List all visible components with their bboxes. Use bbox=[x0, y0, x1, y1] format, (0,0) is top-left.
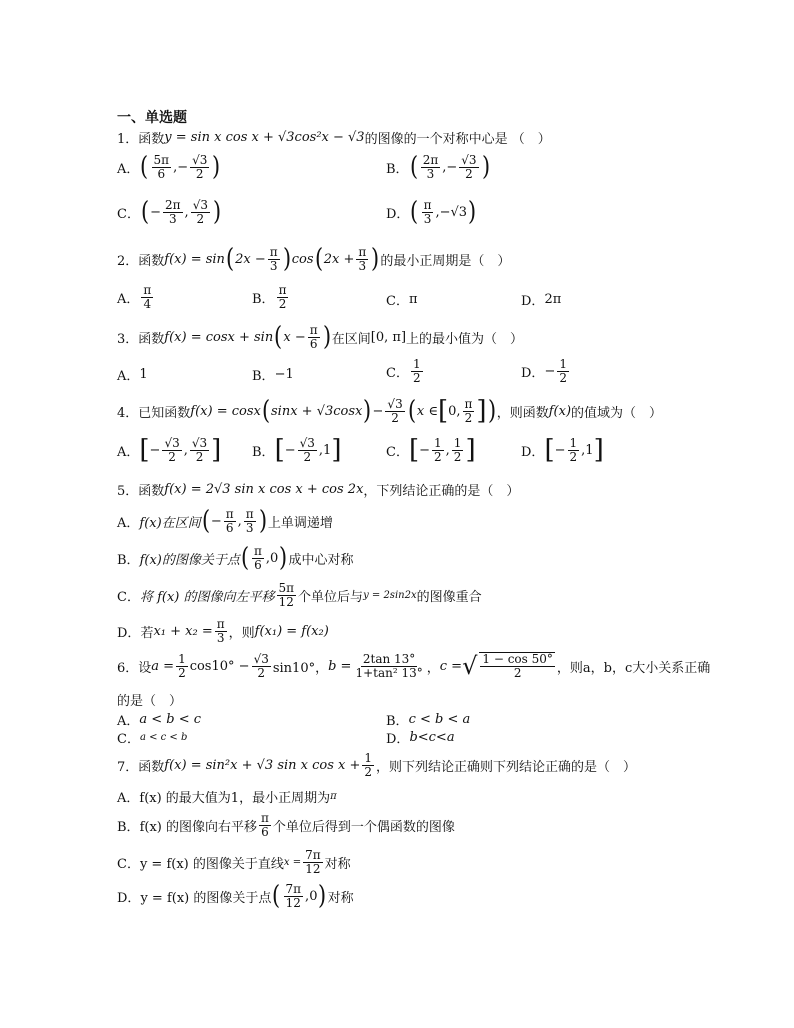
minus-sign: − bbox=[284, 442, 296, 458]
numerator: π bbox=[225, 507, 234, 521]
option-label: C． bbox=[386, 444, 409, 460]
numerator: π bbox=[260, 811, 269, 825]
numerator: 5π bbox=[278, 581, 295, 595]
denominator: 2 bbox=[513, 666, 522, 680]
q2-option-b[interactable] bbox=[252, 284, 290, 310]
option-text: 对称 bbox=[327, 890, 354, 906]
fraction bbox=[215, 618, 227, 644]
value: π bbox=[330, 791, 337, 802]
option-label: D． bbox=[117, 890, 141, 906]
fraction bbox=[252, 653, 271, 679]
section-title: 一、单选题 bbox=[117, 110, 187, 126]
paren-close: ) bbox=[363, 396, 372, 427]
denominator: 12 bbox=[285, 895, 301, 910]
value: c < b < a bbox=[408, 712, 471, 727]
q3-option-a[interactable] bbox=[117, 365, 148, 384]
fraction bbox=[298, 437, 317, 463]
option-label: B． bbox=[117, 819, 140, 835]
denominator: 12 bbox=[305, 861, 321, 876]
numerator: π bbox=[464, 397, 473, 411]
fraction bbox=[459, 154, 478, 180]
denominator: 2 bbox=[195, 166, 204, 181]
q5-option-a[interactable] bbox=[117, 506, 333, 537]
q3-option-c[interactable] bbox=[386, 358, 425, 384]
q2-prefix: 2．函数 bbox=[117, 253, 165, 269]
paren-close: ) bbox=[282, 244, 291, 275]
q2-formula-part: 2x + bbox=[323, 251, 355, 267]
option-formula: x₁ + x₂ = bbox=[153, 623, 213, 639]
denominator: 2 bbox=[195, 449, 204, 464]
denominator: 3 bbox=[358, 258, 367, 273]
option-text: y = f(x) 的图像关于点 bbox=[140, 890, 272, 906]
fraction bbox=[190, 437, 209, 463]
fraction bbox=[411, 358, 423, 384]
question-1-stem bbox=[117, 128, 551, 147]
fraction bbox=[224, 508, 236, 534]
comma: , bbox=[183, 442, 188, 458]
fraction bbox=[163, 199, 183, 225]
paren-close: ) bbox=[279, 543, 288, 574]
q7-formula: f(x) = sin²x + √3 sin x cos x + bbox=[164, 757, 361, 773]
value: a < b < c bbox=[139, 712, 202, 727]
q6-option-c[interactable] bbox=[117, 728, 187, 747]
q4-option-d[interactable] bbox=[521, 435, 604, 466]
q4-formula-part: − bbox=[372, 403, 384, 419]
value: 1 bbox=[585, 442, 594, 458]
numerator: 1 bbox=[569, 436, 578, 450]
q4-formula-part: x ∈ bbox=[416, 403, 438, 419]
q3-prefix: 3．函数 bbox=[117, 331, 165, 347]
paren-open: ( bbox=[225, 244, 235, 275]
numerator: 1 bbox=[434, 436, 442, 450]
numerator: π bbox=[358, 245, 367, 259]
option-label: C． bbox=[386, 365, 409, 381]
fraction bbox=[432, 437, 444, 463]
option-label: A． bbox=[117, 161, 140, 177]
comma: , bbox=[305, 888, 310, 904]
denominator: 6 bbox=[309, 336, 318, 351]
q4-prefix: 4．已知函数 bbox=[117, 405, 191, 421]
paren-open: ( bbox=[261, 396, 270, 427]
minus-sign: − bbox=[210, 513, 222, 529]
numerator: π bbox=[245, 507, 254, 521]
q6-prefix: 6．设 bbox=[117, 660, 152, 676]
minus-sign: − bbox=[419, 442, 431, 458]
q2-option-c[interactable] bbox=[386, 290, 418, 309]
question-6-stem bbox=[117, 652, 710, 680]
paren-open: ( bbox=[407, 396, 416, 427]
denominator: 6 bbox=[225, 520, 234, 535]
option-label: A． bbox=[117, 791, 140, 806]
value: a < c < b bbox=[139, 732, 188, 743]
fraction bbox=[162, 437, 181, 463]
q7-option-a[interactable] bbox=[117, 787, 337, 806]
paren-open: ( bbox=[410, 197, 419, 228]
value: π bbox=[408, 292, 418, 307]
fraction bbox=[277, 582, 297, 608]
paren-close: ) bbox=[371, 244, 380, 275]
option-label: A． bbox=[117, 515, 140, 531]
q3-mid-text: 在区间 bbox=[331, 331, 371, 347]
q2-formula-part: f(x) = sin bbox=[164, 251, 225, 267]
q7-option-d[interactable] bbox=[117, 881, 354, 912]
fraction bbox=[259, 812, 271, 838]
option-formula: f(x₁) = f(x₂) bbox=[254, 623, 329, 639]
paren-close: ) bbox=[487, 396, 496, 427]
denominator: 2 bbox=[278, 296, 287, 311]
fraction bbox=[303, 849, 323, 875]
q5-option-b[interactable] bbox=[117, 543, 354, 574]
paren-close: ) bbox=[481, 152, 490, 183]
value: −√3 bbox=[439, 204, 468, 220]
option-label: D． bbox=[386, 206, 410, 222]
numerator: 2π bbox=[165, 198, 181, 212]
option-text: y = f(x) 的图像关于直线 bbox=[139, 856, 284, 872]
q6-formula-part: a = bbox=[151, 658, 175, 674]
denominator: 2 bbox=[412, 370, 421, 385]
q1-formula: y = sin x cos x + √3cos²x − √3 bbox=[164, 130, 365, 145]
numerator: 2π bbox=[422, 153, 439, 167]
comma: , bbox=[435, 204, 440, 220]
fraction bbox=[422, 199, 434, 225]
bracket-open: [ bbox=[139, 435, 150, 466]
value: 1 bbox=[323, 442, 332, 458]
denominator: 6 bbox=[157, 166, 166, 181]
fraction bbox=[244, 508, 256, 534]
option-label: A． bbox=[117, 444, 140, 460]
q2-option-a[interactable] bbox=[117, 284, 155, 310]
numerator: √3 bbox=[191, 436, 208, 450]
numerator: π bbox=[216, 617, 225, 631]
q5-option-c[interactable] bbox=[117, 582, 482, 608]
interval: 0, π bbox=[375, 329, 401, 345]
q5-formula: f(x) = 2√3 sin x cos x + cos 2x bbox=[164, 482, 364, 497]
denominator: 2 bbox=[453, 449, 462, 464]
q2-formula-part: 2x − bbox=[235, 251, 266, 267]
question-4-stem bbox=[117, 396, 663, 427]
denominator: 1+tan² 13° bbox=[355, 665, 423, 680]
q3-formula-part: f(x) = cosx + sin bbox=[164, 329, 274, 345]
bracket-close: ] bbox=[331, 435, 342, 466]
numerator: 1 bbox=[178, 651, 186, 666]
fraction bbox=[421, 154, 441, 180]
option-label: B． bbox=[252, 444, 275, 460]
fraction bbox=[385, 398, 404, 424]
option-text: f(x) 的图像向右平移 bbox=[139, 819, 257, 835]
denominator: 2 bbox=[196, 211, 205, 226]
denominator: 2 bbox=[464, 410, 473, 425]
q4-option-c[interactable] bbox=[386, 435, 476, 466]
value: −1 bbox=[274, 367, 294, 382]
question-3-stem bbox=[117, 322, 524, 353]
option-formula: y = 2sin2x bbox=[363, 589, 417, 601]
paren-close: ) bbox=[212, 152, 221, 183]
option-label: A． bbox=[117, 714, 140, 729]
denominator: 4 bbox=[143, 296, 152, 311]
option-text: 上单调递增 bbox=[267, 515, 333, 531]
option-formula: x = bbox=[283, 856, 302, 868]
numerator: π bbox=[278, 283, 287, 297]
comma: ， bbox=[426, 660, 440, 676]
paren-open: ( bbox=[240, 543, 249, 574]
fraction bbox=[463, 398, 475, 424]
paren-open: ( bbox=[140, 197, 150, 228]
value: b<c<a bbox=[409, 730, 455, 745]
sqrt-sign: √ bbox=[462, 652, 478, 680]
paren-open: ( bbox=[274, 322, 283, 353]
q7-option-b[interactable] bbox=[117, 812, 455, 838]
value: 0 bbox=[309, 888, 318, 904]
value: 2π bbox=[544, 292, 562, 307]
minus-sign: − bbox=[150, 204, 162, 220]
denominator: 12 bbox=[278, 594, 294, 609]
denominator: 2 bbox=[168, 449, 176, 464]
bracket-open: [ bbox=[544, 435, 555, 466]
fraction bbox=[152, 154, 172, 180]
denominator: 2 bbox=[465, 166, 473, 181]
numerator: 1 bbox=[412, 357, 421, 371]
bracket-open: [ bbox=[370, 329, 376, 345]
fraction bbox=[356, 246, 368, 272]
fraction bbox=[557, 358, 569, 384]
option-text: 若 bbox=[140, 625, 154, 641]
option-label: C． bbox=[117, 732, 140, 747]
option-text: f(x)在区间 bbox=[139, 515, 201, 531]
q3-option-d[interactable] bbox=[521, 358, 571, 384]
q5-prefix: 5．函数 bbox=[117, 484, 165, 499]
denominator: 3 bbox=[168, 211, 177, 226]
numerator: √3 bbox=[192, 198, 208, 212]
comma: , bbox=[581, 442, 586, 458]
numerator: 1 − cos 50° bbox=[482, 652, 553, 667]
numerator: √3 bbox=[387, 397, 403, 411]
q4-fx: f(x) bbox=[548, 403, 572, 419]
fraction bbox=[568, 437, 580, 463]
numerator: √3 bbox=[461, 153, 477, 167]
question-2-stem bbox=[117, 244, 511, 275]
sqrt-fraction bbox=[479, 652, 555, 679]
fraction bbox=[353, 653, 424, 679]
q2-option-d[interactable] bbox=[521, 290, 561, 309]
q3-option-b[interactable] bbox=[252, 365, 294, 384]
numerator: π bbox=[269, 245, 278, 259]
bracket-close: ] bbox=[400, 329, 407, 345]
denominator: 2 bbox=[303, 449, 312, 464]
paren-open: ( bbox=[272, 881, 281, 912]
question-5-stem bbox=[117, 480, 519, 499]
numerator: √3 bbox=[299, 436, 315, 450]
paren-close: ) bbox=[322, 322, 331, 353]
fraction bbox=[268, 246, 280, 272]
q6-formula-part: sin10°， bbox=[272, 660, 329, 676]
q3-suffix: 上的最小值为（ ） bbox=[406, 331, 524, 347]
option-label: D． bbox=[386, 732, 410, 747]
comma-minus: ,− bbox=[442, 159, 458, 175]
paren-open: ( bbox=[314, 244, 323, 275]
minus-sign: − bbox=[149, 442, 161, 458]
q6-formula-part: cos10° − bbox=[189, 658, 250, 674]
numerator: 1 bbox=[364, 751, 373, 765]
bracket-close: ] bbox=[476, 396, 487, 427]
q7-prefix: 7．函数 bbox=[117, 759, 165, 775]
option-text: 成中心对称 bbox=[288, 552, 354, 568]
q6-line2: 的是（ ） bbox=[117, 694, 183, 709]
numerator: 1 bbox=[453, 436, 462, 450]
paren-open: ( bbox=[201, 506, 210, 537]
q4-formula-part: f(x) = cosx bbox=[190, 403, 261, 419]
fraction bbox=[190, 154, 209, 180]
q4-mid-text: ，则函数 bbox=[496, 405, 549, 421]
option-text: f(x) 的最大值为1，最小正周期为 bbox=[139, 791, 331, 806]
q7-suffix: ，则下列结论正确则下列结论正确的是（ ） bbox=[376, 759, 637, 775]
q1-option-c[interactable] bbox=[117, 197, 222, 228]
q2-suffix: 的最小正周期是（ ） bbox=[380, 253, 511, 269]
fraction bbox=[141, 284, 153, 310]
option-label: A． bbox=[117, 369, 140, 384]
comma: , bbox=[318, 442, 324, 458]
numerator: 7π bbox=[285, 882, 302, 896]
bracket-open: [ bbox=[274, 435, 285, 466]
paren-open: ( bbox=[409, 152, 418, 183]
q6-option-a[interactable] bbox=[117, 710, 201, 729]
paren-close: ) bbox=[468, 197, 477, 228]
bracket-close: ] bbox=[211, 435, 222, 466]
numerator: √3 bbox=[253, 651, 269, 666]
paren-open: ( bbox=[140, 152, 149, 183]
denominator: 2 bbox=[434, 449, 442, 464]
option-label: C． bbox=[117, 206, 140, 222]
q4-formula-part: sinx + √3cosx bbox=[271, 403, 363, 419]
q1-option-b[interactable] bbox=[386, 152, 491, 183]
option-text: 的图像重合 bbox=[416, 589, 482, 605]
minus-sign: − bbox=[554, 442, 566, 458]
option-label: D． bbox=[521, 444, 545, 460]
numerator: π bbox=[254, 544, 262, 558]
denominator: 2 bbox=[257, 665, 266, 680]
q5-option-d[interactable] bbox=[117, 618, 329, 644]
numerator: π bbox=[423, 198, 432, 212]
numerator: √3 bbox=[164, 436, 180, 450]
q4-option-b[interactable] bbox=[252, 435, 342, 466]
comma-minus: ,− bbox=[173, 159, 189, 175]
denominator: 2 bbox=[569, 449, 578, 464]
q1-option-a[interactable] bbox=[117, 152, 222, 183]
q6-option-d[interactable] bbox=[386, 728, 455, 747]
option-label: B． bbox=[386, 714, 409, 729]
denominator: 3 bbox=[423, 211, 432, 226]
denominator: 2 bbox=[559, 370, 567, 385]
comma: , bbox=[265, 550, 271, 566]
paren-close: ) bbox=[212, 197, 222, 228]
denominator: 3 bbox=[269, 258, 278, 273]
denominator: 3 bbox=[216, 630, 225, 645]
q6-suffix: ，则a，b，c大小关系正确 bbox=[556, 660, 711, 676]
option-label: B． bbox=[252, 291, 275, 307]
option-label: A． bbox=[117, 291, 140, 307]
q1-prefix: 1．函数 bbox=[117, 132, 165, 147]
numerator: π bbox=[309, 323, 318, 337]
numerator: √3 bbox=[192, 153, 208, 167]
option-text: 个单位后得到一个偶函数的图像 bbox=[272, 819, 455, 835]
denominator: 2 bbox=[364, 764, 373, 779]
option-label: C． bbox=[117, 589, 140, 605]
option-label: D． bbox=[117, 625, 141, 641]
denominator: 6 bbox=[254, 557, 262, 572]
interval-start: 0, bbox=[448, 403, 461, 419]
denominator: 6 bbox=[261, 824, 269, 839]
question-6-stem-line2 bbox=[117, 690, 182, 709]
option-label: B． bbox=[252, 369, 275, 384]
fraction bbox=[308, 324, 320, 350]
q1-option-d[interactable] bbox=[386, 197, 477, 228]
q7-option-c[interactable] bbox=[117, 849, 351, 875]
denominator: 3 bbox=[426, 166, 435, 181]
comma: , bbox=[237, 513, 242, 529]
fraction bbox=[277, 284, 289, 310]
fraction bbox=[191, 199, 210, 225]
denominator: 3 bbox=[245, 520, 254, 535]
question-7-stem bbox=[117, 752, 636, 778]
paren-close: ) bbox=[258, 506, 267, 537]
option-text: 将 f(x) 的图像向左平移 bbox=[139, 589, 275, 605]
fraction bbox=[284, 883, 304, 909]
option-text: 对称 bbox=[324, 856, 351, 872]
bracket-open: [ bbox=[437, 396, 449, 427]
q4-suffix: 的值域为（ ） bbox=[571, 405, 663, 421]
option-label: B． bbox=[386, 161, 409, 177]
option-label: D． bbox=[521, 365, 545, 381]
denominator: 2 bbox=[178, 665, 186, 680]
numerator: π bbox=[143, 283, 152, 297]
fraction bbox=[252, 545, 264, 571]
option-label: C． bbox=[386, 294, 409, 309]
value: 0 bbox=[270, 550, 279, 566]
q1-suffix: 的图像的一个对称中心是 （ ） bbox=[364, 132, 551, 147]
option-text: 个单位后与 bbox=[298, 589, 364, 605]
q6-option-b[interactable] bbox=[386, 710, 470, 729]
option-label: D． bbox=[521, 294, 545, 309]
q3-formula-part: x − bbox=[283, 329, 306, 345]
bracket-close: ] bbox=[593, 435, 604, 466]
option-label: C． bbox=[117, 856, 140, 872]
denominator: 2 bbox=[391, 410, 399, 425]
numerator: 2tan 13° bbox=[362, 651, 416, 666]
q6-formula-part: c = bbox=[439, 658, 463, 674]
numerator: 5π bbox=[153, 153, 170, 167]
fraction bbox=[452, 437, 464, 463]
q2-formula-part: cos bbox=[291, 251, 314, 267]
fraction bbox=[362, 752, 374, 778]
paren-close: ) bbox=[318, 881, 327, 912]
minus-sign: − bbox=[544, 363, 556, 379]
q4-option-a[interactable] bbox=[117, 435, 222, 466]
bracket-open: [ bbox=[408, 435, 420, 466]
numerator: 1 bbox=[559, 357, 567, 371]
q6-formula-part: b = bbox=[328, 658, 352, 674]
comma: , bbox=[184, 204, 189, 220]
option-text: f(x)的图像关于点 bbox=[139, 552, 240, 568]
q5-suffix: ，下列结论正确的是（ ） bbox=[363, 484, 520, 499]
fraction bbox=[176, 653, 188, 679]
numerator: 7π bbox=[305, 848, 321, 862]
bracket-close: ] bbox=[465, 435, 476, 466]
option-text: ，则 bbox=[228, 625, 255, 641]
comma: , bbox=[445, 442, 450, 458]
option-label: B． bbox=[117, 552, 140, 568]
value: 1 bbox=[139, 367, 148, 382]
